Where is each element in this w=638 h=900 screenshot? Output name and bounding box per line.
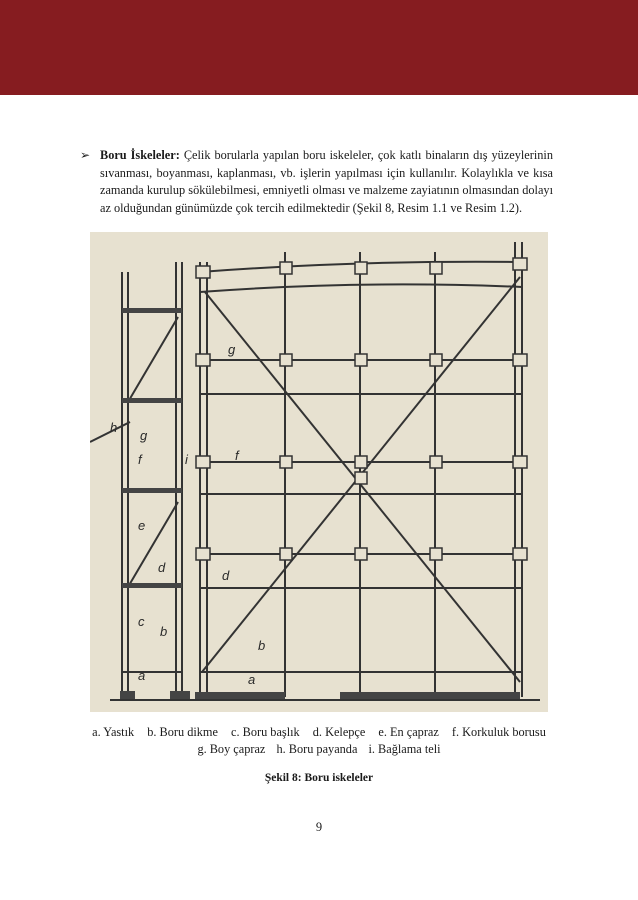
legend-row-2 [0, 742, 638, 757]
label-e: e [138, 518, 146, 533]
legend-item: i. Bağlama teli [368, 742, 441, 756]
label-c: c [138, 614, 145, 629]
bullet-paragraph [80, 147, 553, 217]
legend-item: b. Boru dikme [147, 725, 218, 739]
arrow-bullet-icon: ➢ [80, 148, 91, 162]
legend-item: a. Yastık [92, 725, 135, 739]
label-a-main: a [248, 672, 256, 687]
legend-item: c. Boru başlık [231, 725, 300, 739]
legend-item: g. Boy çapraz [197, 742, 266, 756]
label-d-left: d [158, 560, 166, 575]
legend-item: h. Boru payanda [276, 742, 358, 756]
label-h: h [110, 420, 118, 435]
label-i: i [185, 452, 188, 467]
scaffold-figure [90, 232, 548, 712]
cross-brace-1 [205, 292, 520, 682]
label-d-main: d [222, 568, 230, 583]
label-a-left: a [138, 668, 146, 683]
label-f-left: f [138, 452, 142, 467]
header-band [0, 0, 638, 95]
label-f-main: f [235, 448, 239, 463]
label-g-main: g [228, 342, 236, 357]
paragraph-term: Boru İskeleler: [100, 148, 180, 162]
label-b-left: b [160, 624, 168, 639]
scaffold-drawing [90, 232, 548, 712]
label-b-main: b [258, 638, 266, 653]
legend-item: e. En çapraz [378, 725, 439, 739]
legend-row-1 [0, 725, 638, 740]
page-number: 9 [315, 820, 323, 834]
legend-item: f. Korkuluk borusu [451, 725, 546, 739]
paragraph-text: Çelik borularla yapılan boru iskeleler, çok katlı binaların dış yüzeylerinin sıvanması, boyanması, kaplanması, vb. işlerin yapılması için kullanılır. Kolaylıkla ve kısa zamanda kurulup sökülebilmesi, emniyetli olması ve malzeme zayiatının olmasından dolayı az olduğundan günümüzde çok tercih edilmektedir (Şekil 8, Resim 1.1 ve Resim 1.2). [100, 148, 553, 215]
figure-title: Şekil 8: Boru iskeleler [264, 772, 374, 784]
legend-item: d. Kelepçe [312, 725, 366, 739]
label-g-left: g [140, 428, 148, 443]
